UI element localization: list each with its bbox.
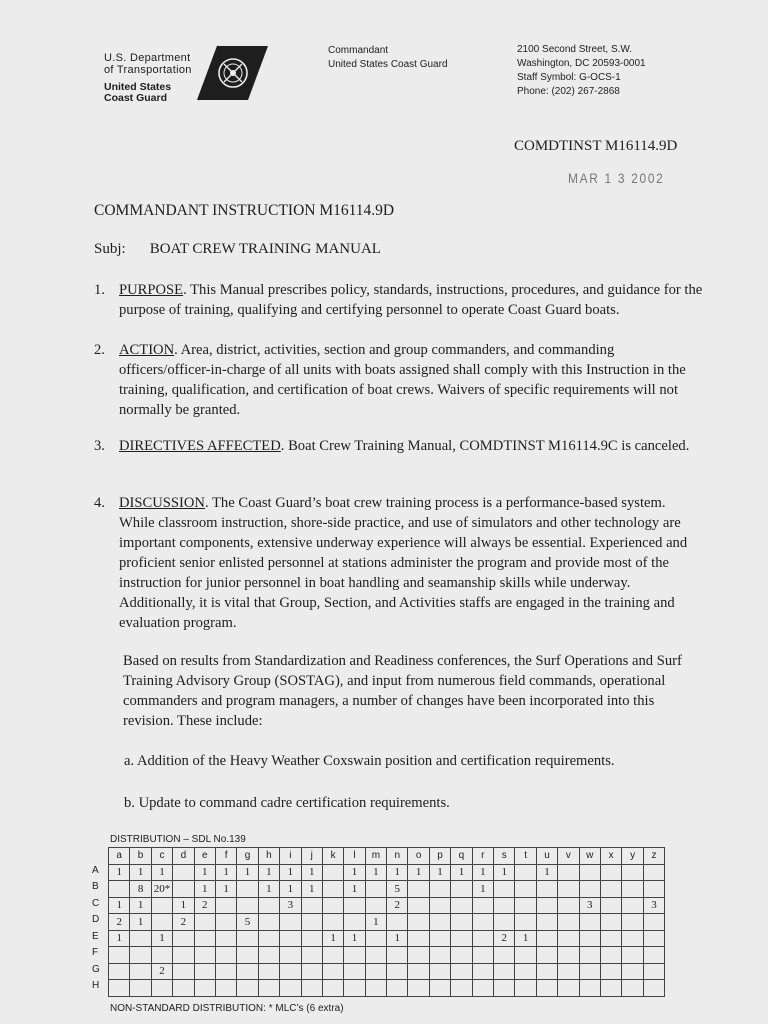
paragraph-number: 4. [94, 495, 105, 511]
phone-number: Phone: (202) 267-2868 [517, 86, 620, 97]
paragraph-directives-affected [94, 436, 704, 456]
distribution-cell [536, 980, 557, 997]
distribution-cell: 2 [194, 897, 215, 914]
cg-line-1: United States [104, 81, 172, 93]
distribution-cell [365, 897, 386, 914]
paragraph-heading: ACTION [119, 342, 175, 358]
distribution-cell [322, 897, 343, 914]
distribution-cell: 1 [237, 864, 258, 881]
distribution-cell [173, 980, 194, 997]
list-item-b: b. Update to command cadre certification requirements. [124, 795, 450, 811]
distribution-cell [472, 914, 493, 931]
distribution-column-header: x [600, 848, 621, 865]
distribution-cell: 3 [280, 897, 301, 914]
distribution-cell [194, 963, 215, 980]
distribution-cell [600, 963, 621, 980]
department-name [104, 52, 192, 76]
distribution-cell [600, 930, 621, 947]
distribution-cell [322, 881, 343, 898]
distribution-cell [258, 980, 279, 997]
distribution-cell [622, 897, 643, 914]
distribution-cell [344, 980, 365, 997]
distribution-cell [215, 980, 236, 997]
distribution-column-header: r [472, 848, 493, 865]
distribution-cell [643, 914, 664, 931]
distribution-title: DISTRIBUTION – SDL No.139 [110, 834, 246, 845]
distribution-cell [643, 980, 664, 997]
distribution-cell [365, 881, 386, 898]
distribution-cell [387, 947, 408, 964]
distribution-cell: 1 [344, 864, 365, 881]
distribution-cell: 1 [387, 864, 408, 881]
distribution-cell [280, 914, 301, 931]
distribution-cell [322, 947, 343, 964]
document-title: COMMANDANT INSTRUCTION M16114.9D [94, 202, 395, 219]
distribution-cell: 1 [280, 864, 301, 881]
subject-line [94, 241, 381, 258]
distribution-cell [322, 963, 343, 980]
distribution-cell: 3 [579, 897, 600, 914]
distribution-cell: 1 [109, 897, 130, 914]
distribution-cell [622, 930, 643, 947]
distribution-row [109, 864, 665, 881]
distribution-cell [194, 930, 215, 947]
distribution-cell [173, 963, 194, 980]
address-line-1: 2100 Second Street, S.W. [517, 44, 633, 55]
distribution-cell: 1 [515, 930, 536, 947]
distribution-cell [558, 980, 579, 997]
distribution-cell [579, 963, 600, 980]
distribution-cell: 2 [387, 897, 408, 914]
distribution-cell [301, 980, 322, 997]
distribution-row [109, 914, 665, 931]
distribution-cell [109, 947, 130, 964]
distribution-cell [387, 963, 408, 980]
distribution-column-header: o [408, 848, 429, 865]
distribution-column-header: s [494, 848, 515, 865]
distribution-cell: 1 [151, 930, 172, 947]
distribution-cell: 1 [215, 881, 236, 898]
distribution-cell [494, 963, 515, 980]
distribution-cell [643, 930, 664, 947]
non-standard-distribution: NON-STANDARD DISTRIBUTION: * MLC’s (6 extra) [110, 1003, 344, 1014]
distribution-row [109, 980, 665, 997]
coast-guard-emblem-icon [196, 44, 270, 102]
distribution-row [109, 881, 665, 898]
paragraph-purpose [94, 280, 704, 320]
distribution-cell [173, 947, 194, 964]
distribution-row-label: E [92, 930, 99, 942]
distribution-cell [109, 881, 130, 898]
distribution-cell [322, 914, 343, 931]
distribution-cell [472, 930, 493, 947]
distribution-cell [194, 914, 215, 931]
distribution-cell [643, 947, 664, 964]
paragraph-discussion [94, 493, 704, 633]
distribution-cell [130, 963, 151, 980]
distribution-cell [579, 864, 600, 881]
distribution-cell: 1 [344, 930, 365, 947]
distribution-cell: 1 [130, 914, 151, 931]
distribution-cell [408, 930, 429, 947]
date-stamp: MAR 1 3 2002 [568, 170, 665, 186]
distribution-cell [536, 881, 557, 898]
office-line-1: Commandant [328, 45, 389, 56]
distribution-cell: 1 [365, 914, 386, 931]
distribution-cell [237, 897, 258, 914]
distribution-column-header: v [558, 848, 579, 865]
distribution-column-header: u [536, 848, 557, 865]
distribution-cell: 1 [280, 881, 301, 898]
distribution-column-header: h [258, 848, 279, 865]
distribution-cell [494, 881, 515, 898]
distribution-cell: 1 [408, 864, 429, 881]
distribution-column-header: m [365, 848, 386, 865]
distribution-cell [536, 914, 557, 931]
distribution-cell [173, 930, 194, 947]
distribution-cell [579, 914, 600, 931]
distribution-cell [301, 897, 322, 914]
distribution-cell [515, 881, 536, 898]
distribution-column-header: y [622, 848, 643, 865]
distribution-cell [558, 864, 579, 881]
distribution-column-header: t [515, 848, 536, 865]
distribution-cell [237, 947, 258, 964]
distribution-cell [322, 980, 343, 997]
distribution-cell [558, 914, 579, 931]
distribution-cell [408, 914, 429, 931]
distribution-cell [536, 947, 557, 964]
paragraph-heading: PURPOSE [119, 282, 184, 298]
distribution-column-header: n [387, 848, 408, 865]
distribution-cell [515, 864, 536, 881]
distribution-cell [643, 963, 664, 980]
staff-symbol: Staff Symbol: G-OCS-1 [517, 72, 621, 83]
paragraph-heading: DIRECTIVES AFFECTED [119, 438, 281, 454]
distribution-cell [515, 897, 536, 914]
distribution-cell [280, 930, 301, 947]
distribution-cell [600, 914, 621, 931]
distribution-cell [451, 980, 472, 997]
document-number: COMDTINST M16114.9D [514, 138, 678, 154]
distribution-row-label: B [92, 881, 99, 892]
distribution-cell [558, 930, 579, 947]
distribution-cell [301, 914, 322, 931]
distribution-cell: 1 [173, 897, 194, 914]
distribution-cell [451, 947, 472, 964]
dept-line-1: U.S. Department [104, 52, 191, 64]
distribution-cell [344, 963, 365, 980]
distribution-cell [387, 980, 408, 997]
paragraph-number: 3. [94, 438, 105, 454]
distribution-cell [173, 864, 194, 881]
distribution-column-header: w [579, 848, 600, 865]
distribution-cell [515, 947, 536, 964]
distribution-cell [237, 881, 258, 898]
distribution-cell [515, 963, 536, 980]
distribution-column-header: l [344, 848, 365, 865]
distribution-cell [365, 930, 386, 947]
distribution-cell: 1 [387, 930, 408, 947]
paragraph-number: 2. [94, 342, 105, 358]
distribution-cell: 2 [173, 914, 194, 931]
distribution-cell [237, 930, 258, 947]
distribution-cell [237, 963, 258, 980]
distribution-row-label: C [92, 897, 100, 909]
distribution-cell [536, 897, 557, 914]
distribution-cell: 1 [301, 881, 322, 898]
distribution-cell [151, 980, 172, 997]
distribution-cell: 3 [643, 897, 664, 914]
distribution-cell [600, 980, 621, 997]
distribution-column-header: p [429, 848, 450, 865]
distribution-cell: 1 [429, 864, 450, 881]
paragraph-action [94, 340, 704, 420]
distribution-row-label: A [92, 864, 99, 876]
office-block [328, 44, 448, 72]
distribution-cell [280, 947, 301, 964]
distribution-cell [600, 881, 621, 898]
distribution-cell: 1 [301, 864, 322, 881]
distribution-cell [643, 864, 664, 881]
distribution-cell [600, 897, 621, 914]
distribution-cell [301, 930, 322, 947]
subject-text: BOAT CREW TRAINING MANUAL [149, 241, 381, 257]
distribution-row-label: D [92, 914, 100, 925]
distribution-cell [151, 897, 172, 914]
distribution-cell [536, 963, 557, 980]
distribution-cell [301, 963, 322, 980]
distribution-column-header: i [280, 848, 301, 865]
distribution-cell [280, 963, 301, 980]
distribution-cell [258, 963, 279, 980]
distribution-cell: 8 [130, 881, 151, 898]
dept-line-2: of Transportation [104, 64, 192, 76]
distribution-cell: 1 [109, 930, 130, 947]
distribution-cell [429, 980, 450, 997]
paragraph-text: . This Manual prescribes policy, standards, instructions, procedures, and guidance for the purpose of training, qualifying and certifying personnel to operate Coast Guard boats. [119, 282, 703, 318]
distribution-cell [429, 930, 450, 947]
distribution-cell [451, 881, 472, 898]
distribution-row-label: H [92, 980, 100, 991]
distribution-cell [472, 947, 493, 964]
distribution-cell [472, 980, 493, 997]
distribution-cell [408, 897, 429, 914]
distribution-cell: 1 [151, 864, 172, 881]
address-line-2: Washington, DC 20593-0001 [517, 58, 646, 69]
distribution-cell [280, 980, 301, 997]
distribution-cell [237, 980, 258, 997]
distribution-cell: 1 [130, 864, 151, 881]
distribution-column-header: j [301, 848, 322, 865]
distribution-cell: 20* [151, 881, 172, 898]
distribution-cell [429, 914, 450, 931]
distribution-cell [322, 864, 343, 881]
distribution-cell [494, 914, 515, 931]
distribution-cell: 1 [472, 864, 493, 881]
distribution-cell [429, 947, 450, 964]
distribution-column-header: q [451, 848, 472, 865]
cg-line-2: Coast Guard [104, 92, 168, 104]
subject-label: Subj: [94, 241, 126, 257]
distribution-cell [151, 947, 172, 964]
distribution-cell [408, 963, 429, 980]
distribution-cell [622, 947, 643, 964]
distribution-cell [215, 930, 236, 947]
coast-guard-name [104, 82, 171, 104]
distribution-cell [109, 980, 130, 997]
distribution-cell [429, 963, 450, 980]
distribution-cell [387, 914, 408, 931]
distribution-cell [558, 897, 579, 914]
distribution-cell: 1 [472, 881, 493, 898]
distribution-cell [173, 881, 194, 898]
paragraph-text: . The Coast Guard’s boat crew training process is a performance-based system. While classroom instruction, shore-side practice, and use of simulators and other technology are important components, extensive underway experience will always be essential. Experienced and proficient senior enlisted personnel at stations administer the program and provide most of the instruction for junior personnel in boat handling and seamanship skills while underway. Additionally, it is vital that Group, Section, and Activities staffs are engaged in the training and evaluation program. [119, 495, 688, 631]
distribution-cell [258, 947, 279, 964]
distribution-cell [494, 897, 515, 914]
distribution-cell [622, 914, 643, 931]
distribution-column-header: b [130, 848, 151, 865]
distribution-cell: 1 [365, 864, 386, 881]
distribution-cell [494, 980, 515, 997]
distribution-column-header: z [643, 848, 664, 865]
office-line-2: United States Coast Guard [328, 59, 448, 70]
distribution-cell [451, 914, 472, 931]
distribution-cell [344, 947, 365, 964]
distribution-cell: 2 [109, 914, 130, 931]
distribution-cell [258, 930, 279, 947]
distribution-cell [194, 980, 215, 997]
distribution-row [109, 897, 665, 914]
distribution-cell [109, 963, 130, 980]
distribution-row-label: F [92, 947, 99, 958]
distribution-cell: 1 [109, 864, 130, 881]
distribution-cell [344, 897, 365, 914]
distribution-cell [622, 963, 643, 980]
distribution-cell [365, 980, 386, 997]
distribution-cell [579, 947, 600, 964]
distribution-cell [558, 963, 579, 980]
distribution-column-header: a [109, 848, 130, 865]
distribution-row-label: G [92, 963, 100, 975]
distribution-cell [600, 947, 621, 964]
distribution-cell [536, 930, 557, 947]
distribution-cell [622, 881, 643, 898]
distribution-header-row [109, 848, 665, 865]
distribution-cell [579, 930, 600, 947]
distribution-cell: 1 [215, 864, 236, 881]
paragraph-heading: DISCUSSION [119, 495, 205, 511]
distribution-cell [451, 963, 472, 980]
distribution-column-header: c [151, 848, 172, 865]
distribution-column-header: f [215, 848, 236, 865]
distribution-column-header: d [173, 848, 194, 865]
distribution-cell [215, 914, 236, 931]
distribution-cell [643, 881, 664, 898]
distribution-cell: 2 [151, 963, 172, 980]
distribution-row [109, 947, 665, 964]
distribution-cell [558, 881, 579, 898]
distribution-cell [215, 963, 236, 980]
distribution-table [108, 847, 665, 997]
distribution-cell [472, 963, 493, 980]
distribution-column-header: g [237, 848, 258, 865]
distribution-cell [472, 897, 493, 914]
distribution-cell: 5 [237, 914, 258, 931]
discussion-continuation: Based on results from Standardization and Readiness conferences, the Surf Operations and Surf Training Advisory Group (SOSTAG), and input from numerous field commands, operational commanders and program managers, a number of changes have been incorporated into this revision. These include: [123, 653, 682, 729]
distribution-cell [194, 947, 215, 964]
distribution-cell: 5 [387, 881, 408, 898]
distribution-cell [451, 930, 472, 947]
distribution-cell [258, 897, 279, 914]
distribution-cell [622, 980, 643, 997]
distribution-cell: 2 [494, 930, 515, 947]
distribution-cell: 1 [258, 881, 279, 898]
distribution-cell [365, 947, 386, 964]
distribution-cell [515, 980, 536, 997]
distribution-cell: 1 [494, 864, 515, 881]
distribution-cell [130, 930, 151, 947]
distribution-cell [622, 864, 643, 881]
list-item-a: a. Addition of the Heavy Weather Coxswain position and certification requirements. [124, 753, 615, 769]
paragraph-text: . Boat Crew Training Manual, COMDTINST M16114.9C is canceled. [280, 438, 690, 454]
distribution-column-header: e [194, 848, 215, 865]
distribution-cell: 1 [130, 897, 151, 914]
distribution-cell [429, 881, 450, 898]
distribution-cell: 1 [258, 864, 279, 881]
distribution-cell [600, 864, 621, 881]
distribution-row [109, 963, 665, 980]
distribution-cell [215, 897, 236, 914]
distribution-cell: 1 [451, 864, 472, 881]
distribution-cell [130, 947, 151, 964]
distribution-cell [344, 914, 365, 931]
distribution-cell [494, 947, 515, 964]
distribution-cell [301, 947, 322, 964]
distribution-column-header: k [322, 848, 343, 865]
distribution-cell [365, 963, 386, 980]
distribution-cell: 1 [322, 930, 343, 947]
distribution-row [109, 930, 665, 947]
distribution-cell [408, 947, 429, 964]
distribution-cell [558, 947, 579, 964]
distribution-cell: 1 [344, 881, 365, 898]
paragraph-text: . Area, district, activities, section and group commanders, and commanding officers/officer-in-charge of all units with boats assigned shall comply with this Instruction in the training, qualification, and certification of boat crews. Waivers of specific requirements will not normally be granted. [119, 342, 686, 418]
distribution-cell [451, 897, 472, 914]
distribution-cell: 1 [194, 864, 215, 881]
distribution-cell [151, 914, 172, 931]
distribution-cell [130, 980, 151, 997]
distribution-cell [579, 881, 600, 898]
distribution-cell [408, 980, 429, 997]
distribution-cell [215, 947, 236, 964]
distribution-cell [408, 881, 429, 898]
address-block [517, 43, 646, 99]
distribution-cell: 1 [536, 864, 557, 881]
distribution-cell: 1 [194, 881, 215, 898]
distribution-cell [429, 897, 450, 914]
distribution-cell [515, 914, 536, 931]
distribution-cell [258, 914, 279, 931]
distribution-cell [579, 980, 600, 997]
paragraph-number: 1. [94, 282, 105, 298]
